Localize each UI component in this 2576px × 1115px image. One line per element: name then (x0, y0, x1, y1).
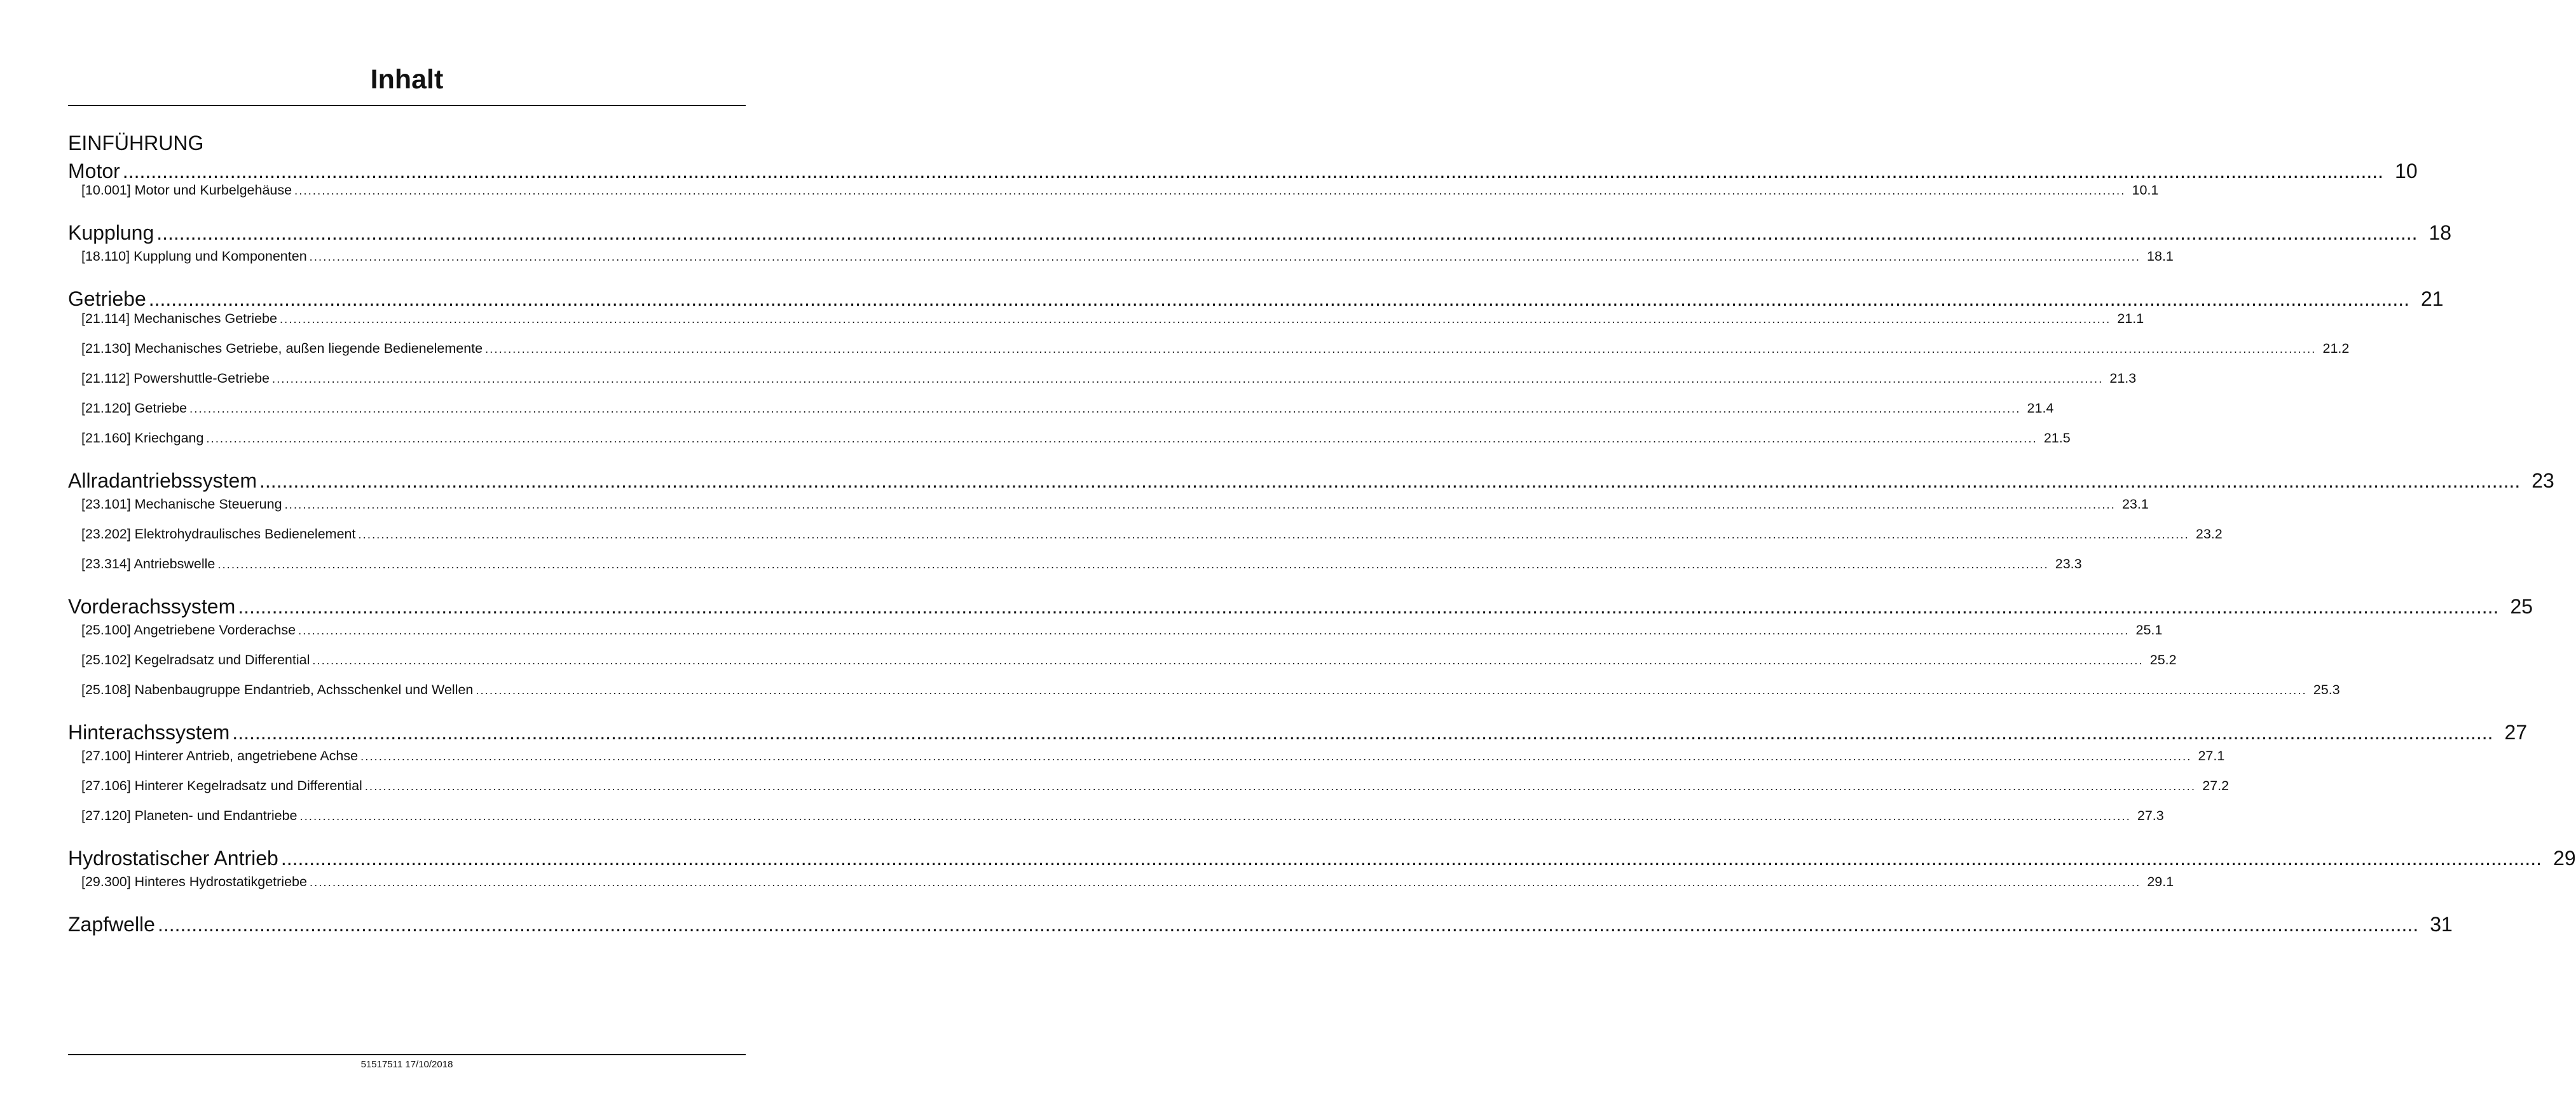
dot-leader: ................................................................................................................................................................................................................................................................................................................................................................................................................ (279, 313, 2111, 325)
toc-entry-page: 21 (2420, 287, 2444, 310)
toc-entry-page: 27.2 (2202, 778, 2230, 793)
toc-section-entry[interactable] (81, 777, 2230, 795)
dot-leader: ................................................................................................................................................................................................................................................................................................................................................................................................................ (309, 876, 2141, 889)
dot-leader: ................................................................................................................................................................................................................................................................................................................................................................................................................ (358, 528, 2189, 541)
toc-entry-page: 21.3 (2109, 371, 2137, 386)
toc-entry-label: [25.102] Kegelradsatz und Differential (81, 652, 310, 667)
dot-leader: ................................................................................................................................................................................................................................................................................................................................................................................................................ (259, 469, 2521, 492)
toc-section-entry[interactable] (81, 681, 2340, 699)
dot-leader: ................................................................................................................................................................................................................................................................................................................................................................................................................ (298, 624, 2130, 637)
toc-entry-page: 25.2 (2149, 652, 2177, 667)
toc-section-entry[interactable] (81, 181, 2159, 200)
dot-leader: ................................................................................................................................................................................................................................................................................................................................................................................................................ (217, 558, 2049, 571)
page-title: Inhalt (370, 64, 444, 95)
toc-entry-page: 18 (2429, 221, 2452, 244)
toc-section-entry[interactable] (81, 807, 2164, 825)
toc-entry-label: Hydrostatischer Antrieb (68, 847, 278, 870)
toc-entry-page: 31 (2430, 913, 2453, 936)
intro-heading: EINFÜHRUNG (68, 132, 204, 154)
toc-entry-page: 21.2 (2322, 341, 2350, 356)
toc-chapter-entry[interactable] (68, 159, 2418, 183)
toc-section-entry[interactable] (81, 621, 2163, 640)
toc-section-entry[interactable] (81, 525, 2223, 544)
toc-entry-page: 23.2 (2195, 526, 2223, 542)
dot-leader: ................................................................................................................................................................................................................................................................................................................................................................................................................ (280, 847, 2542, 870)
dot-leader: ................................................................................................................................................................................................................................................................................................................................................................................................................ (156, 221, 2418, 244)
dot-leader: ................................................................................................................................................................................................................................................................................................................................................................................................................ (189, 402, 2021, 415)
dot-leader: ................................................................................................................................................................................................................................................................................................................................................................................................................ (157, 913, 2419, 936)
toc-section-entry[interactable] (81, 495, 2149, 514)
toc-section-entry[interactable] (81, 555, 2082, 573)
toc-chapter-entry[interactable] (68, 594, 2533, 619)
toc-entry-page: 21.1 (2117, 311, 2144, 326)
toc-section-entry[interactable] (81, 429, 2071, 448)
toc-chapter-entry[interactable] (68, 469, 2554, 493)
toc-entry-label: Hinterachssystem (68, 721, 230, 744)
toc-entry-label: [23.314] Antriebswelle (81, 556, 216, 571)
toc-entry-page: 18.1 (2147, 249, 2174, 264)
toc-entry-label: [27.100] Hinterer Antrieb, angetriebene Achse (81, 748, 359, 763)
toc-entry-page: 21.4 (2027, 400, 2054, 416)
table-of-contents (68, 0, 2576, 1115)
toc-entry-label: [25.100] Angetriebene Vorderachse (81, 622, 296, 638)
toc-entry-page: 27.3 (2137, 808, 2164, 823)
dot-leader: ................................................................................................................................................................................................................................................................................................................................................................................................................ (232, 721, 2493, 744)
dot-leader: ................................................................................................................................................................................................................................................................................................................................................................................................................ (360, 750, 2192, 763)
toc-entry-page: 29.1 (2147, 874, 2174, 889)
toc-section-entry[interactable] (81, 747, 2225, 765)
toc-entry-page: 23.1 (2121, 496, 2149, 512)
toc-entry-page: 27.1 (2198, 748, 2225, 763)
toc-entry-page: 25.1 (2135, 622, 2163, 638)
footer-rule (68, 1054, 746, 1055)
toc-section-entry[interactable] (81, 651, 2177, 669)
dot-leader: ................................................................................................................................................................................................................................................................................................................................................................................................................ (309, 250, 2141, 263)
toc-entry-label: Vorderachssystem (68, 595, 236, 618)
toc-section-entry[interactable] (81, 310, 2144, 328)
toc-entry-label: [21.130] Mechanisches Getriebe, außen liegende Bedienelemente (81, 341, 483, 356)
toc-chapter-entry[interactable] (68, 287, 2444, 311)
toc-entry-page: 23.3 (2055, 556, 2082, 571)
dot-leader: ................................................................................................................................................................................................................................................................................................................................................................................................................ (148, 287, 2409, 310)
dot-leader: ................................................................................................................................................................................................................................................................................................................................................................................................................ (206, 432, 2038, 445)
toc-entry-label: [29.300] Hinteres Hydrostatikgetriebe (81, 874, 307, 889)
dot-leader: ................................................................................................................................................................................................................................................................................................................................................................................................................ (238, 595, 2499, 618)
dot-leader: ................................................................................................................................................................................................................................................................................................................................................................................................................ (122, 160, 2384, 182)
toc-entry-page: 27 (2504, 721, 2528, 744)
dot-leader: ................................................................................................................................................................................................................................................................................................................................................................................................................ (299, 810, 2131, 823)
toc-section-entry[interactable] (81, 873, 2174, 891)
toc-entry-label: Kupplung (68, 221, 154, 244)
toc-entry-page: 10 (2395, 160, 2418, 182)
toc-entry-label: [21.160] Kriechgang (81, 430, 204, 446)
toc-section-entry[interactable] (81, 399, 2054, 418)
toc-entry-label: Zapfwelle (68, 913, 155, 936)
toc-entry-page: 21.5 (2043, 430, 2071, 446)
toc-entry-label: [21.112] Powershuttle-Getriebe (81, 371, 270, 386)
toc-section-entry[interactable] (81, 247, 2174, 266)
toc-entry-page: 29 (2553, 847, 2576, 870)
toc-entry-label: [10.001] Motor und Kurbelgehäuse (81, 182, 292, 198)
dot-leader: ................................................................................................................................................................................................................................................................................................................................................................................................................ (312, 654, 2144, 667)
footer-text: 51517511 17/10/2018 (360, 1059, 453, 1070)
toc-entry-label: [27.120] Planeten- und Endantriebe (81, 808, 298, 823)
toc-entry-page: 25.3 (2313, 682, 2340, 697)
toc-entry-label: [21.114] Mechanisches Getriebe (81, 311, 277, 326)
dot-leader: ................................................................................................................................................................................................................................................................................................................................................................................................................ (485, 343, 2317, 355)
toc-entry-label: Allradantriebssystem (68, 469, 257, 492)
toc-entry-label: Getriebe (68, 287, 146, 310)
toc-entry-label: [21.120] Getriebe (81, 400, 188, 416)
toc-entry-label: [23.101] Mechanische Steuerung (81, 496, 282, 512)
toc-entry-label: [25.108] Nabenbaugruppe Endantrieb, Achsschenkel und Wellen (81, 682, 474, 697)
toc-entry-page: 10.1 (2132, 182, 2159, 198)
dot-leader: ................................................................................................................................................................................................................................................................................................................................................................................................................ (364, 780, 2196, 793)
toc-chapter-entry[interactable] (68, 912, 2453, 936)
dot-leader: ................................................................................................................................................................................................................................................................................................................................................................................................................ (272, 373, 2104, 385)
toc-entry-page: 25 (2510, 595, 2533, 618)
toc-chapter-entry[interactable] (68, 846, 2576, 870)
toc-chapter-entry[interactable] (68, 720, 2528, 744)
toc-chapter-entry[interactable] (68, 221, 2452, 245)
toc-entry-label: [27.106] Hinterer Kegelradsatz und Differential (81, 778, 362, 793)
toc-entry-label: [23.202] Elektrohydraulisches Bedienelement (81, 526, 356, 542)
dot-leader: ................................................................................................................................................................................................................................................................................................................................................................................................................ (294, 184, 2126, 197)
toc-entry-page: 23 (2531, 469, 2554, 492)
toc-section-entry[interactable] (81, 339, 2350, 358)
toc-entry-label: [18.110] Kupplung und Komponenten (81, 249, 307, 264)
dot-leader: ................................................................................................................................................................................................................................................................................................................................................................................................................ (476, 684, 2307, 697)
toc-entry-label: Motor (68, 160, 120, 182)
toc-section-entry[interactable] (81, 369, 2137, 388)
dot-leader: ................................................................................................................................................................................................................................................................................................................................................................................................................ (284, 498, 2116, 511)
